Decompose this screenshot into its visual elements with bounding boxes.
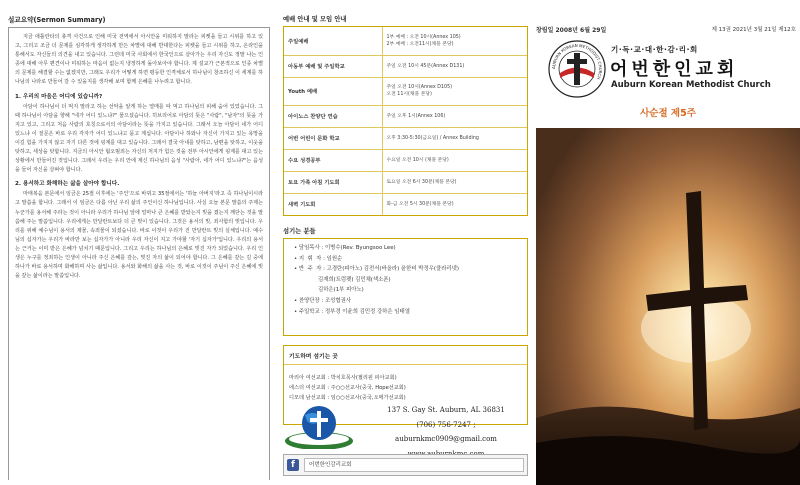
facebook-bar[interactable] bbox=[283, 454, 528, 476]
servants-title: 섬기는 분들 bbox=[283, 228, 316, 235]
church-globe-icon bbox=[283, 401, 355, 449]
prayer-row: 디모데 남선교회 : 임○○선교사(중국,오메가선교회) bbox=[289, 395, 406, 401]
denomination: 기·독·교·대·한·감·리·회 bbox=[611, 45, 698, 54]
schedule-event-name: 수요 성경공부 bbox=[284, 149, 382, 171]
schedule-row bbox=[284, 27, 527, 55]
schedule-row bbox=[284, 55, 527, 77]
sermon-heading: 1. 우리의 마음은 어디에 있습니까? bbox=[15, 93, 103, 100]
schedule-event-name: 아동부 예배 및 주일학교 bbox=[284, 55, 382, 77]
sermon-box bbox=[8, 27, 270, 480]
established-date: 창립일 2008년 6월 29일 bbox=[536, 27, 607, 34]
schedule-row bbox=[284, 105, 527, 127]
schedule-event-name: 새벽 기도회 bbox=[284, 193, 382, 215]
schedule-event-time: 수요일 오전 10시 (채플 본당) bbox=[382, 149, 527, 171]
church-english-name: Auburn Korean Methodist Church bbox=[611, 80, 771, 90]
schedule-event-time: 주일 오전 10시 45분(Annex D131) bbox=[382, 55, 527, 77]
liturgical-season: 사순절 제5주 bbox=[640, 108, 696, 119]
issue-number: 제 13권 2021년 3월 21일 제12호 bbox=[711, 27, 796, 33]
schedule-event-time: 오후 3:30-5:30(금요일) / Annex Building bbox=[382, 127, 527, 149]
schedule-row bbox=[284, 127, 527, 149]
contact-address: 137 S. Gay St. Auburn, AL 36831 bbox=[387, 406, 505, 414]
servant-row: • 반 주 자 : 고경란(피아노) 김전서(바올라) 윤한비 박정우(클라리넷) bbox=[294, 266, 459, 273]
servant-row: 김하은(1부 피아노) bbox=[294, 287, 364, 294]
sermon-section bbox=[8, 14, 270, 480]
schedule-event-time: 주일 오전 10시(Annex D105) 오전 11시(채플 본당) bbox=[382, 77, 527, 105]
cross-sunset-photo bbox=[536, 128, 800, 485]
schedule-row bbox=[284, 77, 527, 105]
prayer-list bbox=[284, 365, 527, 403]
schedule-event-name: 주일예배 bbox=[284, 27, 382, 55]
header-column bbox=[536, 0, 800, 485]
contact-lines bbox=[366, 403, 526, 461]
servant-row: • 주일학교 : 정부경 이윤희 김민정 강하은 임태열 bbox=[294, 308, 410, 315]
sermon-heading: 2. 용서하고 화해하는 삶을 살아야 합니다. bbox=[15, 181, 120, 188]
schedule-row bbox=[284, 171, 527, 193]
servant-row: • 담임목사 : 이병수(Rev. Byungsoo Lee) bbox=[294, 245, 396, 251]
sermon-paragraph: 아담이 하나님이 더 먹지 말라고 하는 선악을 알게 하는 열매를 따 먹고 하나님의 피해 숨어 있었습니다. 그 때 하나님이 아담을 향해 "네가 어디 있느냐?" 물으셨습니다. 히브리어로 아담의 뜻은 "사람", "남자"의 뜻을 가지고 있고, 그리고 처음 사람의 호칭으로서의 아담이라는 뜻을 가지고 있습니다. 그래서 오늘 아담이 네가 어디 있느냐 이 질문은 바로 우리 각자가 어디 있느냐고 묻고 계십니다. 아담이나 하와나 자신이 가지고 있는 욕망을 이길 힘을 가지지 않고 자기 다른 것에 핑계를 대고 있습니다. 그래서 결국 아내를 탓하고, 남편을 탓하고, 이웃을 탓하고, 세상을 탓합니다. 지금의 아시안 혐오범죄는 자신의 처지가 힘든 것을 전부 아시안에게 핑계를 대고 있는 상황에서 만들어진 것입니다. 그래서 우리는 우리 안에 계신 하나님의 음성 "사람아, 네가 어디 있느냐?"는 음성을 들어 자신을 살펴야 합니다. bbox=[15, 103, 263, 174]
schedule-event-name: 아이노스 찬양단 연습 bbox=[284, 105, 382, 127]
sermon-title: 설교요약(Sermon Summary) bbox=[8, 16, 106, 24]
schedule-event-time: 토요일 오전 6시 30분(채플 본당) bbox=[382, 171, 527, 193]
contact-section bbox=[283, 399, 528, 451]
schedule-row bbox=[284, 149, 527, 171]
schedule-title: 예배 안내 및 모임 안내 bbox=[283, 16, 347, 23]
facebook-icon[interactable]: f bbox=[287, 459, 299, 471]
servants-section bbox=[283, 226, 528, 336]
servant-row: 김재희(트럼펫) 김민채(색소폰) bbox=[294, 276, 391, 283]
sermon-paragraph: 마태복음 본문에서 임금은 25절 이후에는 '주인'으로 바뀌고 35절에서는 '하늘 아버지'라고 즉 하나님이시라고 말씀을 합니다. 그래서 이 임금은 다름 아닌 우리 삶의 주인이신 하나님입니다. 사실 오늘 본문 말씀의 주제는 누군가를 용서해 주라는 것이 아니라 우리가 하나님 앞에 얼마나 큰 은혜를 받았는지 빚을 졌는지 깨닫는 것을 말씀해 주는 말씀입니다. 우리에게는 만달란트보다 더 큰 빚이 있습니다. 그것은 용서의 빚, 죄사함의 빚입니다. 우리를 위해 예수님이 용서의 제물, 속죄물이 되셨습니다. 바로 이것이 우리가 진 만달란트 빚의 실체입니다. 예수님의 십자가는 우리가 바라만 보는 십자가가 아니라 우리 자신이 지고 가야할 '자기 십자가'입니다. 우리의 용서는 근거는 이미 받은 은혜가 넘치기 때문입니다. 그리고 우리는 하나님의 은혜로 빚진 자가 되었습니다. 우리 인생은 누구를 정죄하는 인생이 아니라 주신 은혜를 갚는, 빚진 자의 삶이 되어야 합니다. 그 은혜를 갚는 길 중에 하나가 바로 용서하며 화해하며 사는 삶입니다. 용서와 화해의 삶을 사는 것, 바로 이것이 주님이 주신 은혜에 빚을 갚는 삶이라는 말씀입니다. bbox=[15, 191, 263, 280]
contact-phone-email[interactable]: (706) 756-7247 ; auburnkmc0909@gmail.com bbox=[395, 420, 497, 443]
church-emblem-icon bbox=[548, 40, 606, 98]
church-korean-name: 어번한인교회 bbox=[610, 59, 739, 80]
middle-column bbox=[283, 14, 528, 480]
schedule-event-time: 1부 예배 : 오전 10시(Annex 105) 2부 예배 : 오전11시(채플 본당) bbox=[382, 27, 527, 55]
schedule-event-name: Youth 예배 bbox=[284, 77, 382, 105]
schedule-event-time: 화-금 오전 5시 30분(채플 본당) bbox=[386, 201, 454, 207]
servant-row: • 지 휘 자 : 임원순 bbox=[294, 255, 343, 262]
schedule-row bbox=[284, 193, 527, 215]
servant-row: • 찬양단장 : 조성협권사 bbox=[294, 297, 352, 304]
schedule-event-name: 토요 가족 아침 기도회 bbox=[284, 171, 382, 193]
facebook-page-name[interactable]: 어번한인감리교회 bbox=[304, 458, 524, 472]
servants-box bbox=[283, 238, 528, 336]
schedule-event-name: 어번 어린이 문화 학교 bbox=[284, 127, 382, 149]
emblem-text: AUBURN KOREAN METHODIST CHURCH bbox=[550, 42, 604, 81]
schedule-table bbox=[283, 26, 528, 216]
sermon-paragraph: 지금 애틀란타의 총격 사건으로 인해 미국 전역에서 아시안을 미워하지 말라는 피켓을 들고 시위를 하고 있고, 그리고 조금 더 문제를 심각하게 생각하게 만든 차별에 대해 반대한다는 피켓을 들고 시위를 하고, 온라인을 통해서도 자신들의 의견을 내고 있습니다. 그런데 미국 사회에서 한국인으로 살아가는 우리 자신도 정말 나는 인종에 대해 아무 편견이나 미워하는 마음이 없는지 냉정하게 돌아보아야 합니다. 제 설교가 근본적으로 인종 차별의 문제를 해결할 수는 없겠지만, 그래도 우리가 어떻게 하면 평등한 인격체로서 하나님이 창조하신 이 세계를 하나님의 나라로 만들어 갈 수 있을지를 생각해 보며 함께 은혜를 나누려고 합니다. bbox=[15, 34, 263, 86]
prayer-row: 마리아 여선교회 : 박치호목사(필리핀 피아교회) bbox=[289, 375, 397, 381]
prayer-row: 에스더 여선교회 : 주○○선교사(중국, Hope선교회) bbox=[289, 385, 406, 391]
prayer-title: 기도하며 섬기는 곳 bbox=[284, 346, 527, 365]
schedule-event-time: 주일 오후 1시(Annex 106) bbox=[382, 105, 527, 127]
